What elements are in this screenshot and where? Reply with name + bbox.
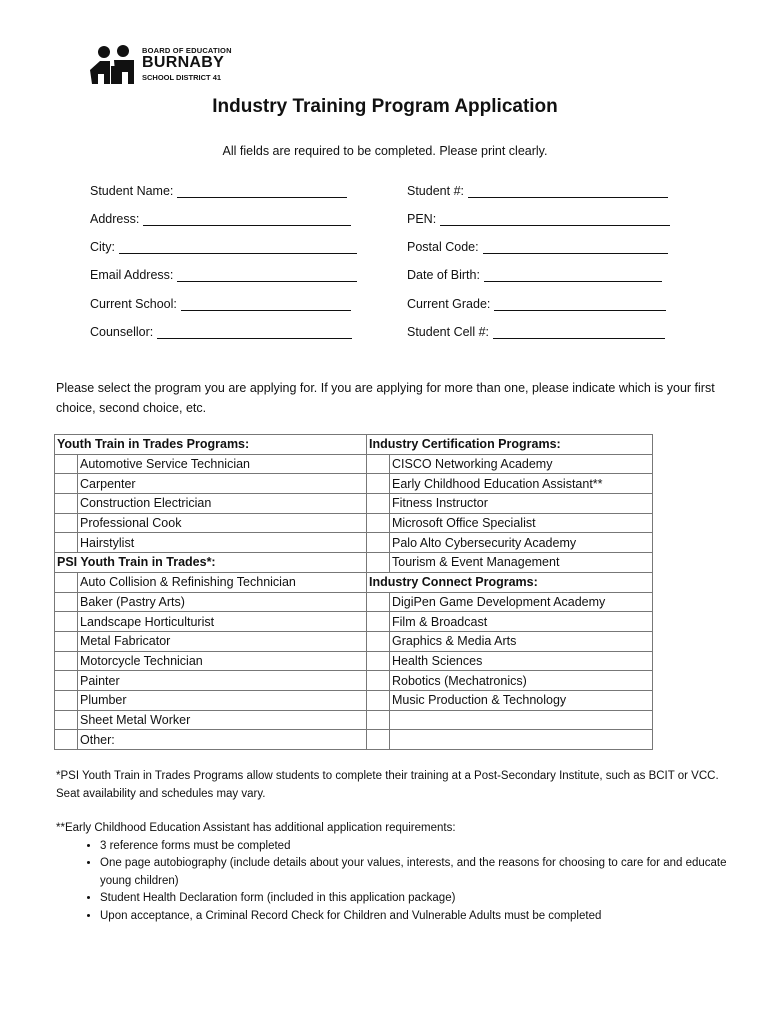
program-checkbox[interactable] <box>367 710 390 730</box>
field-label: Student Name: <box>90 184 174 198</box>
field-line[interactable] <box>468 183 668 198</box>
program-label: Film & Broadcast <box>390 612 653 632</box>
program-checkbox[interactable] <box>367 533 390 553</box>
table-row <box>55 730 653 750</box>
program-checkbox[interactable] <box>367 631 390 651</box>
program-label: Other: <box>78 730 367 750</box>
program-group-header: Industry Connect Programs: <box>367 572 653 592</box>
table-row <box>55 435 653 455</box>
field-label: Student Cell #: <box>407 325 489 339</box>
program-checkbox[interactable] <box>55 730 78 750</box>
program-label: Palo Alto Cybersecurity Academy <box>390 533 653 553</box>
table-row <box>55 690 653 710</box>
field-line[interactable] <box>157 324 352 339</box>
psi-footnote: *PSI Youth Train in Trades Programs allow students to complete their training at a Post-Secondary Institute, such as BCIT or VCC. Seat availability and schedules may vary. <box>56 770 719 800</box>
field-label: City: <box>90 240 115 254</box>
program-checkbox[interactable] <box>55 651 78 671</box>
program-label: Hairstylist <box>78 533 367 553</box>
program-checkbox[interactable] <box>55 592 78 612</box>
page-title: Industry Training Program Application <box>212 96 558 117</box>
field-line[interactable] <box>177 183 347 198</box>
program-checkbox[interactable] <box>367 553 390 573</box>
program-label: Landscape Horticulturist <box>78 612 367 632</box>
program-group-header: Industry Certification Programs: <box>367 435 653 455</box>
program-label: Motorcycle Technician <box>78 651 367 671</box>
program-checkbox[interactable] <box>367 513 390 533</box>
program-label <box>390 710 653 730</box>
program-checkbox[interactable] <box>55 474 78 494</box>
program-label: Metal Fabricator <box>78 631 367 651</box>
program-label: Auto Collision & Refinishing Technician <box>78 572 367 592</box>
field-label: Current Grade: <box>407 297 491 311</box>
city-field[interactable] <box>90 236 357 254</box>
program-label: CISCO Networking Academy <box>390 454 653 474</box>
program-checkbox[interactable] <box>367 592 390 612</box>
burnaby-sd41-logo <box>90 44 240 86</box>
field-label: Date of Birth: <box>407 268 480 282</box>
program-checkbox[interactable] <box>367 494 390 514</box>
program-checkbox[interactable] <box>55 710 78 730</box>
program-label: Robotics (Mechatronics) <box>390 671 653 691</box>
logo-line-burnaby: BURNABY <box>142 54 225 71</box>
family-figures-icon <box>90 44 140 86</box>
field-label: Student #: <box>407 184 464 198</box>
field-label: Address: <box>90 212 140 226</box>
program-label: Painter <box>78 671 367 691</box>
program-label: Sheet Metal Worker <box>78 710 367 730</box>
postal-code-field[interactable] <box>407 236 668 254</box>
page-subtitle: All fields are required to be completed. Please print clearly. <box>222 144 548 158</box>
field-line[interactable] <box>440 211 670 226</box>
program-label: Automotive Service Technician <box>78 454 367 474</box>
program-label: Professional Cook <box>78 513 367 533</box>
table-row <box>55 592 653 612</box>
program-label <box>390 730 653 750</box>
table-row <box>55 572 653 592</box>
program-label: Tourism & Event Management <box>390 553 653 573</box>
program-label: Fitness Instructor <box>390 494 653 514</box>
field-label: Counsellor: <box>90 325 154 339</box>
program-checkbox[interactable] <box>367 690 390 710</box>
table-row <box>55 710 653 730</box>
student-name-field[interactable] <box>90 180 347 198</box>
program-label: Carpenter <box>78 474 367 494</box>
current-school-field[interactable] <box>90 293 351 311</box>
program-group-header: Youth Train in Trades Programs: <box>55 435 367 455</box>
pen-field[interactable] <box>407 208 670 226</box>
ece-footnote: **Early Childhood Education Assistant has additional application requirements: <box>56 822 456 834</box>
table-row <box>55 553 653 573</box>
program-label: Graphics & Media Arts <box>390 631 653 651</box>
field-label: Postal Code: <box>407 240 479 254</box>
field-label: Email Address: <box>90 268 174 282</box>
program-checkbox[interactable] <box>367 730 390 750</box>
list-item: • One page autobiography (include details about your values, interests, and the reasons for choosing to care for and educate young children) <box>100 855 736 890</box>
field-line[interactable] <box>119 239 357 254</box>
program-checkbox[interactable] <box>367 612 390 632</box>
field-label: Current School: <box>90 297 177 311</box>
email-field[interactable] <box>90 264 357 282</box>
list-item: • Student Health Declaration form (included in this application package) <box>100 890 736 908</box>
counsellor-field[interactable] <box>90 321 352 339</box>
current-grade-field[interactable] <box>407 293 666 311</box>
program-label: Microsoft Office Specialist <box>390 513 653 533</box>
program-label: Health Sciences <box>390 651 653 671</box>
student-cell-field[interactable] <box>407 321 665 339</box>
list-item: • Upon acceptance, a Criminal Record Check for Children and Vulnerable Adults must be completed <box>100 908 736 926</box>
list-item: • 3 reference forms must be completed <box>100 838 736 856</box>
program-checkbox[interactable] <box>55 494 78 514</box>
program-checkbox[interactable] <box>55 454 78 474</box>
program-checkbox[interactable] <box>367 474 390 494</box>
program-checkbox[interactable] <box>55 631 78 651</box>
logo-line-board: BOARD OF EDUCATION <box>142 46 232 55</box>
field-label: PEN: <box>407 212 437 226</box>
program-checkbox[interactable] <box>55 513 78 533</box>
field-line[interactable] <box>483 239 668 254</box>
program-checkbox[interactable] <box>55 612 78 632</box>
table-row <box>55 612 653 632</box>
table-row <box>55 671 653 691</box>
ece-requirements-list <box>56 838 736 926</box>
field-line[interactable] <box>484 267 662 282</box>
program-label: Early Childhood Education Assistant** <box>390 474 653 494</box>
table-row <box>55 533 653 553</box>
logo-line-district: SCHOOL DISTRICT 41 <box>142 73 222 82</box>
student-number-field[interactable] <box>407 180 668 198</box>
program-selection-instructions: Please select the program you are applying for. If you are applying for more than one, please indicate which is your first choice, second choice, etc. <box>56 381 715 415</box>
date-of-birth-field[interactable] <box>407 264 662 282</box>
program-selection-table <box>54 434 653 750</box>
program-checkbox[interactable] <box>55 572 78 592</box>
table-row <box>55 631 653 651</box>
program-label: DigiPen Game Development Academy <box>390 592 653 612</box>
program-label: Music Production & Technology <box>390 690 653 710</box>
field-line[interactable] <box>493 324 665 339</box>
field-line[interactable] <box>177 267 357 282</box>
program-checkbox[interactable] <box>55 690 78 710</box>
program-label: Plumber <box>78 690 367 710</box>
program-checkbox[interactable] <box>367 671 390 691</box>
field-line[interactable] <box>143 211 351 226</box>
field-line[interactable] <box>494 296 666 311</box>
table-row <box>55 454 653 474</box>
program-checkbox[interactable] <box>367 651 390 671</box>
program-label: Baker (Pastry Arts) <box>78 592 367 612</box>
address-field[interactable] <box>90 208 351 226</box>
program-checkbox[interactable] <box>55 533 78 553</box>
program-label: Construction Electrician <box>78 494 367 514</box>
table-row <box>55 494 653 514</box>
program-checkbox[interactable] <box>367 454 390 474</box>
table-row <box>55 513 653 533</box>
program-group-header: PSI Youth Train in Trades*: <box>55 553 367 573</box>
table-row <box>55 651 653 671</box>
program-checkbox[interactable] <box>55 671 78 691</box>
ece-requirements-section <box>56 820 736 925</box>
table-row <box>55 474 653 494</box>
field-line[interactable] <box>181 296 351 311</box>
